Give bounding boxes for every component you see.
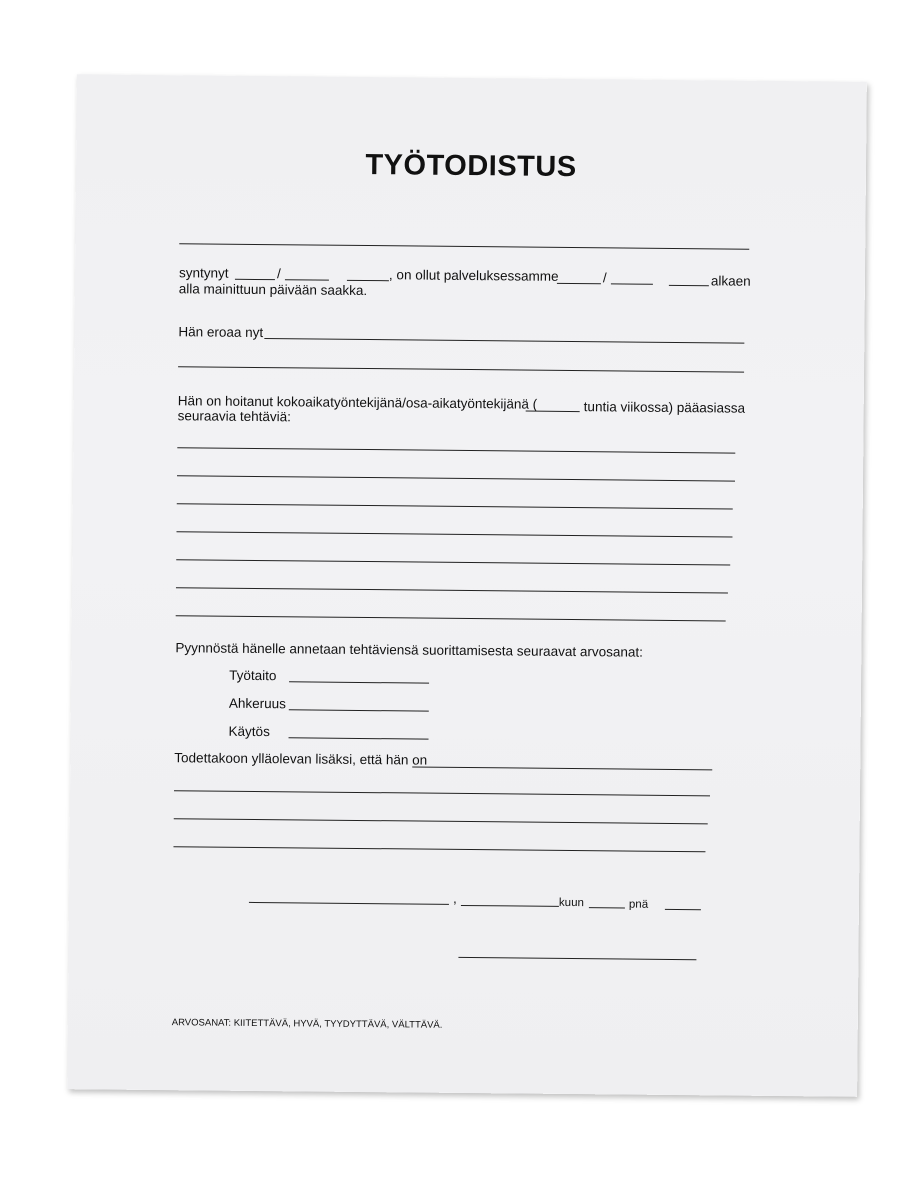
duties-line-1[interactable] — [177, 447, 735, 453]
duties-line-5[interactable] — [176, 559, 730, 565]
grades-intro: Pyynnöstä hänelle annetaan tehtäviensä suorittamisesta seuraavat arvosanat: — [175, 640, 643, 660]
place-field[interactable] — [249, 902, 449, 905]
grades-footer: ARVOSANAT: KIITETTÄVÄ, HYVÄ, TYYDYTTÄVÄ, VÄLTTÄVÄ. — [171, 1017, 443, 1031]
signature-field[interactable] — [458, 957, 696, 960]
grade-field-ahkeruus[interactable] — [289, 709, 429, 711]
born-day-field[interactable] — [235, 279, 275, 280]
date-comma: , — [452, 890, 457, 906]
leaving-label: Hän eroaa nyt — [178, 324, 264, 341]
duties-line-2[interactable] — [177, 475, 735, 481]
born-label: syntynyt — [178, 265, 229, 281]
born-year-field[interactable] — [347, 280, 389, 281]
certify-line-4[interactable] — [173, 846, 705, 852]
name-line[interactable] — [179, 243, 749, 249]
hours-field[interactable] — [526, 411, 580, 413]
year-field[interactable] — [461, 905, 559, 907]
month-field[interactable] — [589, 907, 625, 908]
month-label: kuun — [558, 896, 584, 910]
day-field[interactable] — [665, 909, 701, 910]
start-year-field[interactable] — [669, 285, 709, 286]
grade-label-kaytos: Käytös — [228, 723, 270, 740]
certify-line-2[interactable] — [174, 790, 710, 796]
leaving-field[interactable] — [264, 338, 744, 344]
certify-field[interactable] — [412, 766, 712, 770]
duties-line-4[interactable] — [176, 531, 732, 537]
until-text: alla mainittuun päivään saakka. — [178, 281, 368, 299]
grade-field-kaytos[interactable] — [289, 737, 429, 739]
employment-text: , on ollut palveluksessamme — [388, 267, 559, 284]
start-day-field[interactable] — [557, 283, 601, 284]
duties-line-3[interactable] — [177, 503, 733, 509]
form-title: TYÖTODISTUS — [365, 149, 577, 184]
certify-label: Todettakoon ylläolevan lisäksi, että hän on — [174, 750, 428, 768]
certify-line-3[interactable] — [174, 818, 708, 824]
start-separator: / — [602, 270, 607, 286]
day-label: pnä — [628, 898, 649, 911]
born-month-field[interactable] — [285, 279, 329, 280]
duties-line-7[interactable] — [176, 615, 726, 621]
duties-text-1a: Hän on hoitanut kokoaikatyöntekijänä/osa-aikatyöntekijänä ( — [177, 393, 538, 412]
duties-line-6[interactable] — [176, 587, 728, 593]
born-separator: / — [276, 266, 281, 282]
grade-label-tyotaito: Työtaito — [229, 667, 277, 684]
duties-text-2: seuraavia tehtäviä: — [177, 408, 292, 425]
from-label: alkaen — [710, 273, 751, 289]
grade-label-ahkeruus: Ahkeruus — [228, 695, 286, 712]
leaving-field-2[interactable] — [178, 366, 744, 372]
start-month-field[interactable] — [611, 283, 653, 284]
certificate-form — [67, 74, 867, 1097]
duties-text-1b: tuntia viikossa) pääasiassa — [583, 399, 746, 416]
grade-field-tyotaito[interactable] — [289, 681, 429, 683]
